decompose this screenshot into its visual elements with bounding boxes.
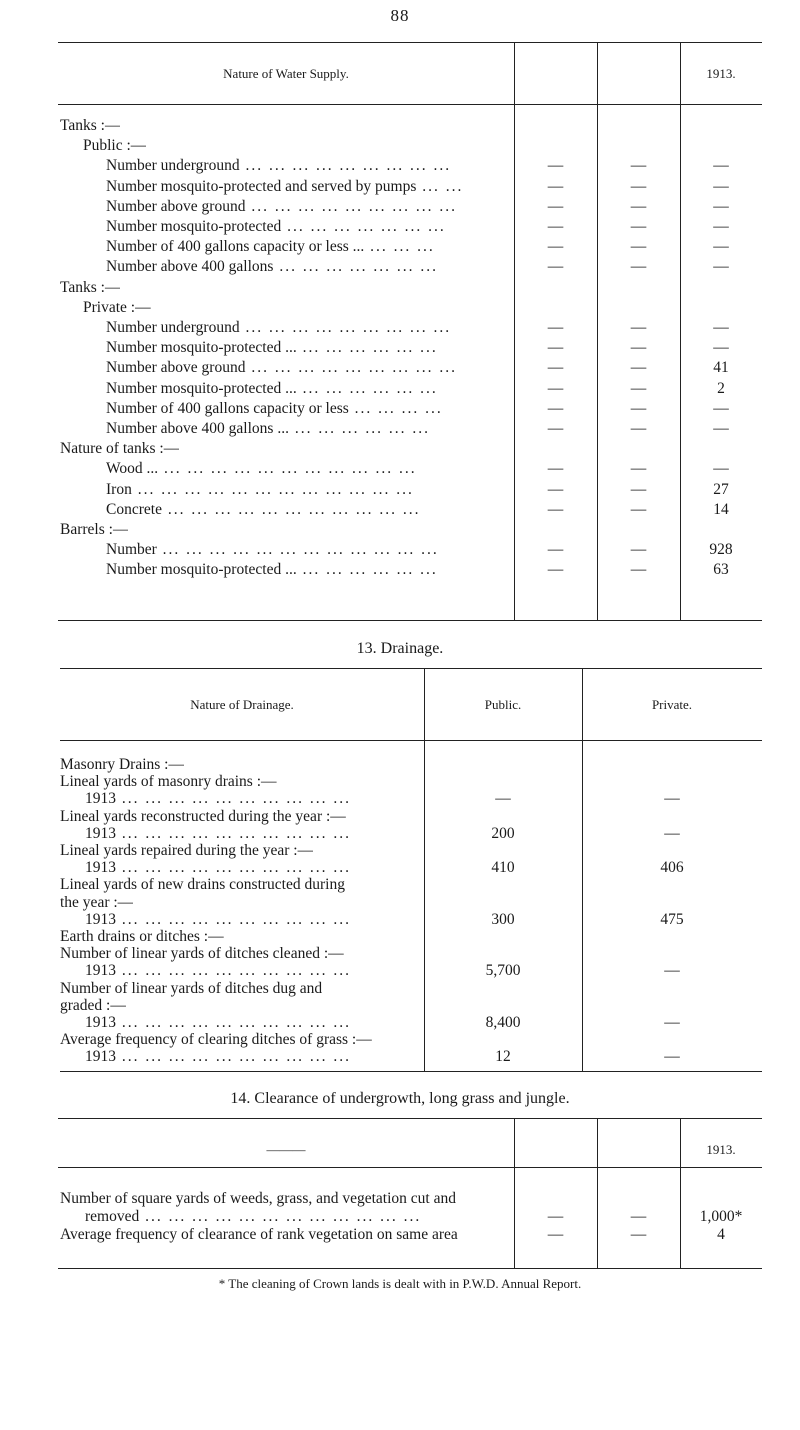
table-cell: — <box>547 258 564 276</box>
row-label <box>85 859 351 876</box>
row-label-text: Barrels :— <box>60 521 129 538</box>
table-cell: — <box>547 1208 564 1225</box>
row-label <box>85 825 351 842</box>
table-cell: — <box>547 197 564 215</box>
table-cell: — <box>713 218 729 235</box>
table-cell: — <box>630 460 647 478</box>
dot-leaders: ... ... ... ... ... ... ... ... ... <box>239 319 452 336</box>
table-cell: — <box>713 339 729 357</box>
table-cell: — <box>547 480 564 498</box>
row-label <box>60 980 322 997</box>
table-cell: — <box>664 1014 680 1031</box>
table-bottom-rule <box>58 620 762 621</box>
table-cell: — <box>713 319 729 336</box>
table-cell: — <box>630 157 647 175</box>
table-cell: — <box>630 561 647 579</box>
dot-leaders: ... ... ... ... ... ... ... ... ... ... ... <box>158 460 417 478</box>
row-label-text: Nature of tanks :— <box>60 440 180 458</box>
table-cell: — <box>630 339 647 357</box>
row-label-text: Average frequency of clearing ditches of grass :— <box>60 1031 372 1049</box>
table-cell: 928 <box>709 541 733 559</box>
row-label <box>106 258 438 275</box>
dot-leaders: ... ... ... ... ... ... ... ... ... ... ... <box>161 500 421 518</box>
row-label-text: Tanks :— <box>60 278 121 296</box>
row-label <box>60 997 126 1014</box>
table-cell: 4 <box>717 1226 725 1243</box>
table-cell: — <box>630 541 647 559</box>
row-label-text: 1913 <box>85 1014 116 1031</box>
table-cell: — <box>547 339 564 357</box>
row-label <box>60 842 313 859</box>
table-top-rule <box>58 1118 762 1119</box>
row-label-text: 1913 <box>85 824 116 842</box>
row-label-text: Iron <box>106 480 132 498</box>
table-cell: — <box>713 197 729 215</box>
row-label <box>106 178 463 195</box>
row-label <box>83 299 151 316</box>
row-label-text: Average frequency of clearance of rank vegetation on same area <box>60 1226 458 1243</box>
column-header-private: Private. <box>651 697 693 712</box>
table-cell: — <box>713 157 729 175</box>
row-label <box>106 481 414 498</box>
row-label-text: the year :— <box>60 893 134 911</box>
row-label <box>60 773 277 790</box>
row-label <box>60 1031 372 1048</box>
row-label <box>85 911 351 928</box>
table-cell: — <box>630 480 647 498</box>
table-cell: — <box>664 1048 680 1066</box>
row-label <box>60 440 179 457</box>
row-label-text: Wood ... <box>106 460 159 478</box>
table-cell: 5,700 <box>485 962 521 980</box>
table-cell: — <box>630 1208 647 1225</box>
table-cell: — <box>630 258 647 276</box>
row-label <box>106 218 446 235</box>
table-cell: — <box>664 790 680 808</box>
dot-leaders: ... ... ... ... ... ... ... <box>281 218 446 235</box>
table-cell: — <box>547 379 564 397</box>
row-label <box>106 400 443 417</box>
table-cell: — <box>630 238 647 256</box>
row-label-text: Number mosquito-protected and served by pumps <box>106 177 417 195</box>
table-header-rule <box>58 104 762 105</box>
dot-leaders: ... ... ... ... ... ... ... ... ... <box>245 359 457 377</box>
row-label <box>106 501 420 518</box>
table-cell: — <box>547 218 564 235</box>
row-label-text: Number mosquito-protected <box>106 218 282 235</box>
row-label <box>106 541 439 558</box>
table-cell: — <box>547 238 564 256</box>
row-label <box>60 808 346 825</box>
table-cell: — <box>547 460 564 478</box>
row-label-text: Private :— <box>83 298 151 316</box>
table-cell: — <box>713 460 729 478</box>
table-cell: 2 <box>717 379 725 397</box>
table-cell: — <box>547 177 564 195</box>
table-cell: — <box>630 1226 647 1243</box>
row-label-text: 1913 <box>85 1048 116 1066</box>
row-label-text: Number above 400 gallons <box>106 258 274 276</box>
page-number: 88 <box>390 6 410 25</box>
row-label-text: Concrete <box>106 500 162 518</box>
row-label-text: Public :— <box>83 137 147 155</box>
table-cell: 8,400 <box>485 1014 521 1031</box>
row-label-text: Number of square yards of weeds, grass, and vegetation cut and <box>60 1190 456 1207</box>
row-label <box>106 359 457 376</box>
column-header-year: 1913. <box>706 1142 736 1157</box>
table-cell: — <box>630 399 647 417</box>
table-cell: — <box>713 177 729 195</box>
row-label <box>83 137 146 154</box>
table-cell: — <box>547 420 564 437</box>
dot-leaders: ... ... ... ... ... ... <box>296 379 438 397</box>
row-label-text: Number underground <box>106 157 240 175</box>
dot-leaders: ... ... ... ... ... ... <box>296 561 438 579</box>
table-cell: — <box>630 177 647 195</box>
table-cell: 475 <box>660 910 684 928</box>
table-cell: — <box>495 790 511 808</box>
row-label-text: Number of linear yards of ditches cleaned :— <box>60 945 344 963</box>
dot-leaders: ... ... ... ... ... ... ... ... ... <box>239 157 452 175</box>
row-label <box>60 945 344 962</box>
row-label <box>60 756 184 773</box>
table-bottom-rule <box>60 1071 762 1072</box>
table-cell: — <box>713 238 729 256</box>
row-label-text: Number mosquito-protected ... <box>106 561 297 579</box>
row-label-text: Number underground <box>106 319 240 336</box>
row-label-text: removed <box>85 1208 140 1225</box>
table-cell: — <box>630 197 647 215</box>
table-cell: — <box>630 218 647 235</box>
table-header-rule <box>60 740 762 741</box>
row-label <box>60 876 345 893</box>
row-label <box>106 238 435 255</box>
table-bottom-rule <box>58 1268 762 1269</box>
table-cell: 12 <box>495 1048 511 1066</box>
row-label <box>106 339 438 356</box>
column-divider <box>514 1118 515 1268</box>
row-label <box>106 380 438 397</box>
dot-leaders: ... ... ... <box>364 238 435 256</box>
dot-leaders: ... ... ... ... <box>348 399 443 417</box>
row-label-text: Lineal yards reconstructed during the year :— <box>60 807 346 825</box>
row-label-text: Number above ground <box>106 197 246 215</box>
dot-leaders: ... ... ... ... ... ... ... ... ... ... <box>116 1014 351 1031</box>
table-cell: 1,000* <box>699 1208 743 1225</box>
column-divider <box>597 1118 598 1268</box>
table-cell: — <box>547 500 564 518</box>
row-label-text: Earth drains or ditches :— <box>60 928 224 945</box>
table-cell: 41 <box>713 359 729 377</box>
dot-leaders: ... ... <box>416 177 464 195</box>
table-cell: — <box>713 420 729 437</box>
table-cell: — <box>547 319 564 336</box>
row-label <box>60 117 120 134</box>
column-header-year: 1913. <box>706 66 736 81</box>
table-cell: — <box>664 824 680 842</box>
table-cell: 300 <box>491 910 515 928</box>
table-cell: — <box>547 561 564 579</box>
row-label-text: 1913 <box>85 962 116 980</box>
table-cell: — <box>630 359 647 377</box>
dot-leaders: ... ... ... ... ... ... ... ... ... ... ... ... <box>139 1208 422 1225</box>
row-label-text: Number mosquito-protected ... <box>106 339 297 357</box>
row-label-text: Masonry Drains :— <box>60 756 184 773</box>
row-label <box>85 1208 421 1225</box>
dot-leaders: ... ... ... ... ... ... ... ... ... ... <box>116 790 351 808</box>
row-label <box>85 962 351 979</box>
row-label-text: Number of 400 gallons capacity or less <box>106 399 349 417</box>
row-label-text: Number of linear yards of ditches dug and <box>60 979 323 997</box>
row-label-text: graded :— <box>60 996 126 1014</box>
row-label <box>106 561 438 578</box>
row-label-text: Number above 400 gallons ... <box>106 420 289 437</box>
row-label <box>60 928 224 945</box>
table-cell: — <box>630 319 647 336</box>
table-cell: — <box>713 258 729 276</box>
column-header-public: Public. <box>484 697 522 712</box>
dot-leaders: ... ... ... ... ... ... ... ... ... ... ... ... <box>156 541 439 559</box>
table-cell: — <box>547 1226 564 1243</box>
table-cell: — <box>630 379 647 397</box>
row-label <box>106 460 417 477</box>
table-top-rule <box>58 42 762 43</box>
row-label-text: Number above ground <box>106 359 246 377</box>
row-label <box>60 1226 458 1243</box>
footnote: * The cleaning of Crown lands is dealt with in P.W.D. Annual Report. <box>218 1276 582 1291</box>
row-label-text: Number <box>106 541 157 559</box>
dot-leaders: ... ... ... ... ... ... <box>288 420 430 437</box>
table-cell: — <box>547 157 564 175</box>
row-label <box>60 1190 456 1207</box>
section-title-clearance: 14. Clearance of undergrowth, long grass and jungle. <box>230 1090 570 1107</box>
dot-leaders: ... ... ... ... ... ... ... ... ... <box>245 197 457 215</box>
section-title-drainage: 13. Drainage. <box>356 640 444 657</box>
column-header-blank: ——— <box>266 1142 306 1157</box>
dot-leaders: ... ... ... ... ... ... ... ... ... ... <box>116 962 351 980</box>
table-cell: 14 <box>713 500 729 518</box>
table-header-rule <box>58 1167 762 1168</box>
dot-leaders: ... ... ... ... ... ... ... ... ... ... <box>116 824 351 842</box>
row-label <box>60 894 133 911</box>
row-label-text: Tanks :— <box>60 117 121 134</box>
row-label <box>106 319 451 336</box>
dot-leaders: ... ... ... ... ... ... ... ... ... ... ... ... <box>131 480 414 498</box>
dot-leaders: ... ... ... ... ... ... ... ... ... ... <box>116 859 351 877</box>
table-cell: — <box>630 420 647 437</box>
row-label-text: 1913 <box>85 910 116 928</box>
row-label <box>85 790 351 807</box>
row-label-text: 1913 <box>85 790 116 808</box>
table-cell: 200 <box>491 824 515 842</box>
table-cell: 410 <box>491 859 515 877</box>
column-header-nature: Nature of Drainage. <box>190 697 294 712</box>
dot-leaders: ... ... ... ... ... ... <box>296 339 438 357</box>
row-label-text: 1913 <box>85 859 116 877</box>
row-label <box>85 1048 351 1065</box>
dot-leaders: ... ... ... ... ... ... ... ... ... ... <box>116 910 351 928</box>
row-label <box>106 198 457 215</box>
table-cell: 406 <box>660 859 684 877</box>
row-label <box>106 157 451 174</box>
table-top-rule <box>60 668 762 669</box>
row-label <box>106 420 430 437</box>
table-cell: — <box>547 541 564 559</box>
table-cell: — <box>630 500 647 518</box>
dot-leaders: ... ... ... ... ... ... ... ... ... ... <box>116 1048 351 1066</box>
table-cell: 27 <box>713 480 729 498</box>
dot-leaders: ... ... ... ... ... ... ... <box>273 258 438 276</box>
row-label <box>60 521 128 538</box>
table-cell: 63 <box>713 561 729 579</box>
column-header-nature: Nature of Water Supply. <box>223 66 349 81</box>
row-label-text: Lineal yards of new drains constructed during <box>60 876 345 894</box>
row-label-text: Lineal yards of masonry drains :— <box>60 773 277 791</box>
row-label-text: Lineal yards repaired during the year :— <box>60 842 314 859</box>
row-label <box>85 1014 351 1031</box>
table-cell: — <box>547 359 564 377</box>
row-label <box>60 279 120 296</box>
table-cell: — <box>664 962 680 980</box>
table-cell: — <box>547 399 564 417</box>
row-label-text: Number of 400 gallons capacity or less ... <box>106 238 365 256</box>
row-label-text: Number mosquito-protected ... <box>106 379 297 397</box>
table-cell: — <box>713 399 729 417</box>
